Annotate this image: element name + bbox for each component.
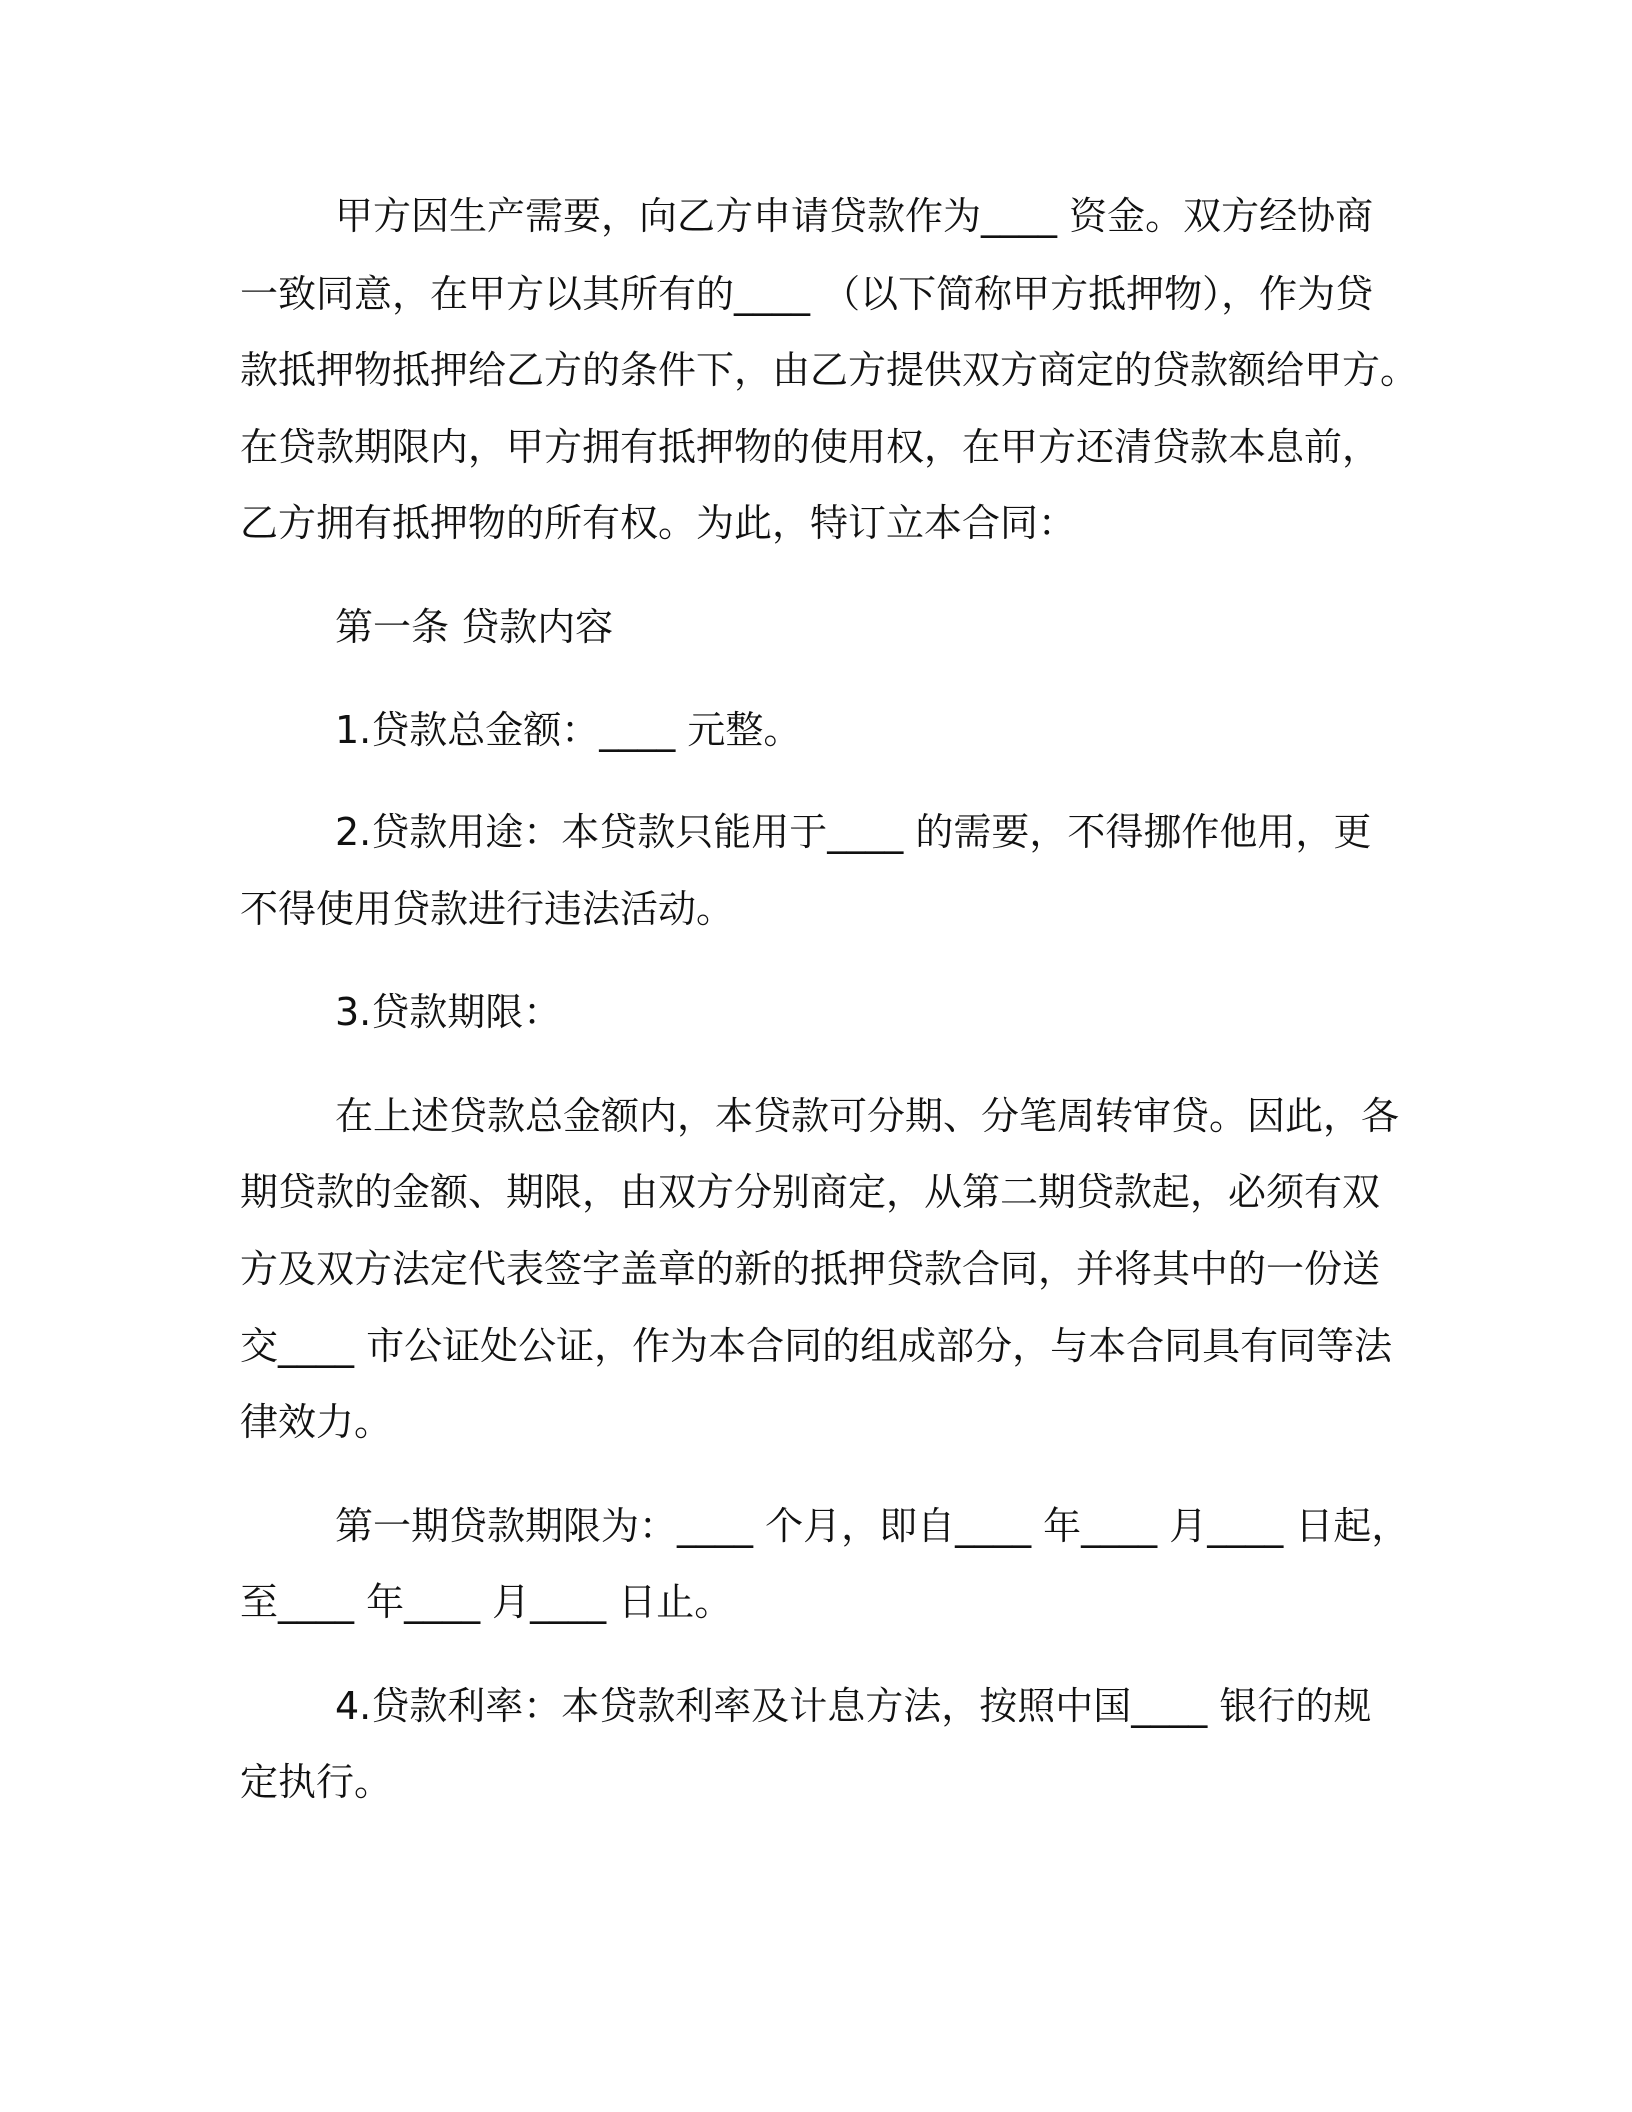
paragraph-line: 方及双方法定代表签字盖章的新的抵押贷款合同，并将其中的一份送 — [240, 1247, 1381, 1291]
paragraph-line: 第一期贷款期限为：____ 个月，即自____ 年____ 月____ 日起， — [335, 1504, 1410, 1548]
item-line: 定执行。 — [240, 1760, 393, 1804]
paragraph-line: 一致同意，在甲方以其所有的____ （以下简称甲方抵押物），作为贷 — [240, 272, 1374, 316]
paragraph-line: 甲方因生产需要，向乙方申请贷款作为____ 资金。双方经协商 — [335, 194, 1374, 238]
article-heading: 第一条 贷款内容 — [335, 605, 614, 649]
item-line: 3.贷款期限： — [335, 990, 562, 1034]
item-line: 2.贷款用途：本贷款只能用于____ 的需要，不得挪作他用，更 — [335, 810, 1372, 854]
paragraph-line: 在贷款期限内，甲方拥有抵押物的使用权，在甲方还清贷款本息前， — [240, 425, 1381, 469]
paragraph-line: 在上述贷款总金额内，本贷款可分期、分笔周转审贷。因此，各 — [335, 1094, 1400, 1138]
paragraph-line: 律效力。 — [240, 1400, 393, 1444]
paragraph-line: 期贷款的金额、期限，由双方分别商定，从第二期贷款起，必须有双 — [240, 1170, 1381, 1214]
paragraph-line: 交____ 市公证处公证，作为本合同的组成部分，与本合同具有同等法 — [240, 1324, 1393, 1368]
item-line: 4.贷款利率：本贷款利率及计息方法，按照中国____ 银行的规 — [335, 1684, 1372, 1728]
item-line: 1.贷款总金额：____ 元整。 — [335, 708, 802, 752]
item-line: 不得使用贷款进行违法活动。 — [240, 887, 735, 931]
paragraph-line: 款抵押物抵押给乙方的条件下，由乙方提供双方商定的贷款额给甲方。 — [240, 348, 1419, 392]
paragraph-line: 乙方拥有抵押物的所有权。为此，特订立本合同： — [240, 501, 1077, 545]
paragraph-line: 至____ 年____ 月____ 日止。 — [240, 1580, 733, 1624]
